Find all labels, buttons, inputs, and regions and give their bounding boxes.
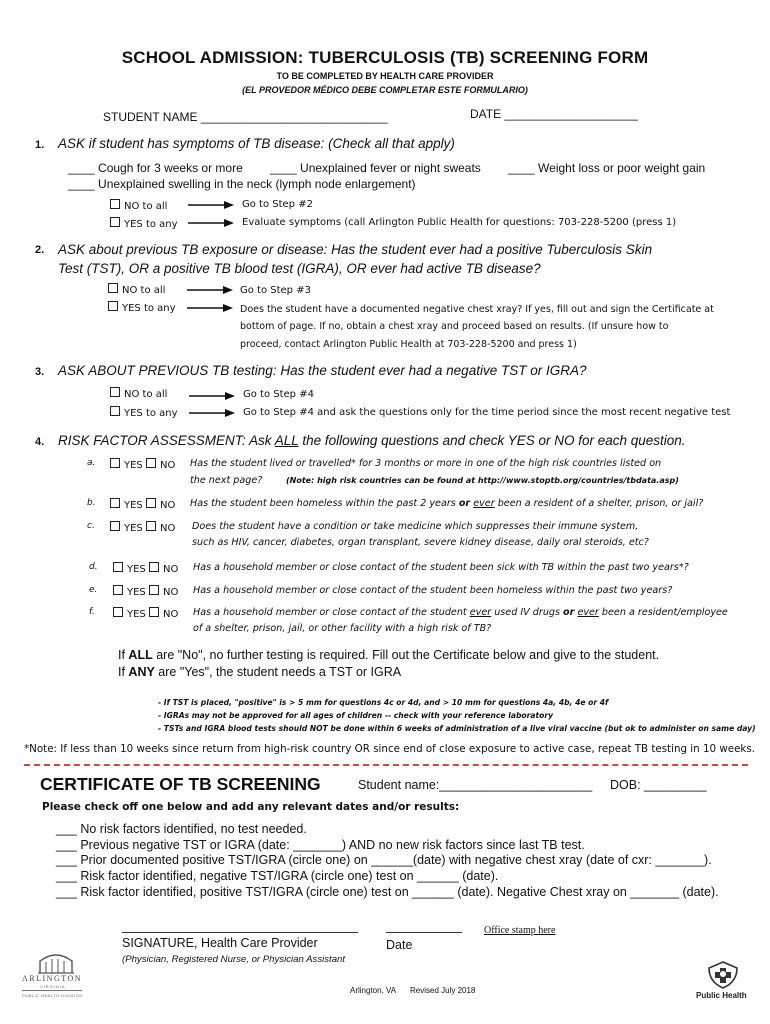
no-label: NO — [159, 460, 176, 471]
q1-no-action: Go to Step #2 — [242, 199, 313, 210]
q4e-letter: e. — [89, 585, 98, 595]
q2-number: 2. — [35, 244, 45, 256]
q1-symptom-cough[interactable]: ____ Cough for 3 weeks or more — [68, 161, 243, 175]
bullet-tst-positive: - If TST is placed, "positive" is > 5 mm for questions 4c or 4d, and > 10 mm for questions 4a, 4b, 4e or 4f — [158, 698, 609, 707]
summary-any-yes — [118, 665, 401, 679]
q4e-no-checkbox[interactable] — [149, 585, 159, 595]
q4b-text-or: or — [458, 498, 471, 509]
public-health-logo-text: Public Health — [696, 991, 747, 1000]
q4f-text-mid: used IV drugs — [491, 607, 564, 618]
arrow-icon — [189, 391, 235, 401]
footer-location: Arlington, VA — [350, 986, 397, 995]
q4c-text-line1: Does the student have a condition or take medicine which suppresses their immune system, — [192, 521, 639, 532]
q2-no-option[interactable] — [108, 283, 165, 296]
yes-label: YES — [127, 564, 146, 575]
q4-text-all: ALL — [274, 433, 299, 448]
yes-label: YES — [124, 500, 143, 511]
office-stamp-label: Office stamp here — [484, 925, 556, 936]
summary-line1-pre: If — [118, 648, 129, 662]
certificate-dob[interactable]: DOB: _________ — [610, 778, 707, 792]
q4b-text-ever: ever — [473, 498, 495, 509]
certificate-title: CERTIFICATE OF TB SCREENING — [40, 774, 321, 794]
q4-text — [58, 433, 686, 448]
certificate-option-no-risk[interactable]: ___ No risk factors identified, no test needed. — [56, 822, 307, 836]
q4-text-post: the following questions and check YES or NO for each question. — [298, 433, 686, 448]
q2-yes-label: YES to any — [122, 303, 176, 314]
q2-yes-action-line2: bottom of page. If no, obtain a chest xray and proceed based on results. (If unsure how to — [240, 321, 669, 332]
q4f-text-ever1: ever — [469, 607, 492, 618]
q3-number: 3. — [35, 366, 45, 378]
q4f-no-checkbox[interactable] — [149, 607, 159, 617]
no-label: NO — [162, 564, 179, 575]
q1-symptom-fever[interactable]: ____ Unexplained fever or night sweats — [270, 161, 481, 175]
certificate-option-previous-negative[interactable]: ___ Previous negative TST or IGRA (date: _______) AND no new risk factors since last TB test. — [56, 838, 585, 852]
q4a-letter: a. — [87, 458, 96, 468]
public-health-logo — [696, 960, 750, 1010]
arrow-icon — [189, 408, 235, 418]
q4f-text-line2: of a shelter, prison, jail, or other facility with a high risk of TB? — [193, 623, 492, 634]
q4f-letter: f. — [89, 607, 95, 617]
q4f-yes-no[interactable] — [113, 607, 178, 620]
signature-line[interactable] — [122, 932, 358, 933]
q4a-yes-checkbox[interactable] — [110, 458, 120, 468]
certificate-instruction: Please check off one below and add any relevant dates and/or results: — [42, 801, 460, 813]
certificate-student-name[interactable]: Student name:______________________ — [358, 778, 593, 792]
q4f-yes-checkbox[interactable] — [113, 607, 123, 617]
q3-yes-action: Go to Step #4 and ask the questions only for the time period since the most recent negative test — [243, 407, 731, 418]
q3-no-label: NO to all — [124, 389, 168, 400]
q4c-text-line2: such as HIV, cancer, diabetes, organ transplant, severe kidney disease, daily oral steroids, etc? — [192, 537, 649, 548]
q4f-text-ever2: ever — [577, 607, 599, 618]
certificate-option-prior-positive[interactable]: ___ Prior documented positive TST/IGRA (circle one) on ______(date) with negative chest xray (date of cxr: _______). — [56, 853, 712, 867]
cut-line-divider — [24, 764, 748, 766]
q1-yes-option[interactable] — [110, 217, 178, 230]
q4c-yes-checkbox[interactable] — [110, 521, 120, 531]
no-label: NO — [159, 500, 176, 511]
q2-no-checkbox[interactable] — [108, 283, 118, 293]
arlington-logo — [22, 953, 92, 1008]
q1-text: ASK if student has symptoms of TB disease: (Check all that apply) — [58, 136, 455, 151]
footer-revised: Revised July 2018 — [410, 986, 476, 995]
no-label: NO — [162, 587, 179, 598]
q4e-yes-no[interactable] — [113, 585, 178, 598]
q2-yes-option[interactable] — [108, 301, 176, 314]
q3-no-action: Go to Step #4 — [243, 389, 314, 400]
q2-yes-action-line3: proceed, contact Arlington Public Health at 703-228-5200 and press 1) — [240, 339, 577, 350]
q4d-no-checkbox[interactable] — [149, 562, 159, 572]
certificate-option-risk-negative[interactable]: ___ Risk factor identified, negative TST/IGRA (circle one) test on ______ (date). — [56, 869, 499, 883]
q4b-text-pre: Has the student been homeless within the past 2 years — [190, 498, 459, 509]
q1-symptom-weight[interactable]: ____ Weight loss or poor weight gain — [508, 161, 706, 175]
yes-label: YES — [124, 523, 143, 534]
arlington-logo-rule — [22, 990, 82, 991]
signature-date-line[interactable] — [386, 932, 462, 933]
summary-line1-post: are "No", no further testing is required. Fill out the Certificate below and give to the student. — [152, 648, 660, 662]
q4e-text: Has a household member or close contact of the student been homeless within the past two years? — [193, 585, 673, 596]
q4-number: 4. — [35, 436, 45, 448]
q4f-text-line1 — [193, 607, 728, 618]
q4b-yes-checkbox[interactable] — [110, 498, 120, 508]
arrow-icon — [188, 218, 234, 228]
q4c-yes-no[interactable] — [110, 521, 175, 534]
signature-date-label: Date — [386, 938, 413, 952]
q1-number: 1. — [35, 139, 45, 151]
q1-symptom-swelling[interactable]: ____ Unexplained swelling in the neck (lymph node enlargement) — [68, 177, 416, 191]
yes-label: YES — [127, 609, 146, 620]
q3-yes-option[interactable] — [110, 406, 178, 419]
q1-yes-checkbox[interactable] — [110, 217, 120, 227]
q4d-yes-checkbox[interactable] — [113, 562, 123, 572]
q3-yes-label: YES to any — [124, 408, 178, 419]
arlington-building-icon — [36, 953, 76, 975]
q4f-text-or: or — [563, 607, 575, 618]
summary-all-no — [118, 648, 659, 662]
q1-yes-label: YES to any — [124, 219, 178, 230]
summary-line2-pre: If — [118, 665, 129, 679]
q4c-letter: c. — [87, 521, 95, 531]
certificate-option-risk-positive[interactable]: ___ Risk factor identified, positive TST/IGRA (circle one) test on ______ (date). Negative Chest xray on _______ (date). — [56, 885, 719, 899]
yes-label: YES — [124, 460, 143, 471]
q2-no-label: NO to all — [122, 285, 166, 296]
q4a-no-checkbox[interactable] — [146, 458, 156, 468]
no-label: NO — [159, 523, 176, 534]
signer-types: (Physician, Registered Nurse, or Physician Assistant — [122, 954, 346, 965]
q2-no-action: Go to Step #3 — [240, 285, 311, 296]
summary-line2-post: are "Yes", the student needs a TST or IGRA — [154, 665, 402, 679]
q3-text: ASK ABOUT PREVIOUS TB testing: Has the student ever had a negative TST or IGRA? — [58, 363, 587, 378]
arlington-logo-dept: PUBLIC HEALTH DIVISION — [22, 993, 83, 998]
q2-text-line2: Test (TST), OR a positive TB blood test (IGRA), OR ever had active TB disease? — [58, 261, 541, 276]
bullet-igra-approval: - IGRAs may not be approved for all ages of children -- check with your reference laboratory — [158, 711, 554, 720]
arrow-icon — [188, 200, 234, 210]
q2-yes-checkbox[interactable] — [108, 301, 118, 311]
summary-line2-any: ANY — [128, 665, 155, 679]
q3-no-option[interactable] — [110, 387, 167, 400]
q4b-text — [190, 498, 703, 509]
public-health-shield-icon — [706, 960, 740, 990]
q4b-yes-no[interactable] — [110, 498, 175, 511]
q4b-letter: b. — [87, 498, 96, 508]
no-label: NO — [162, 609, 179, 620]
subtitle-spanish: (EL PROVEDOR MÉDICO DEBE COMPLETAR ESTE FORMULARIO) — [242, 85, 528, 95]
q4f-text-pre: Has a household member or close contact of the student — [193, 607, 470, 618]
q4d-text: Has a household member or close contact of the student been sick with TB within the past two years*? — [193, 562, 689, 573]
arlington-logo-subtext: VIRGINIA — [40, 984, 66, 989]
q4a-yes-no[interactable] — [110, 458, 175, 471]
summary-line1-all: ALL — [128, 648, 153, 662]
q1-no-option[interactable] — [110, 199, 167, 212]
subtitle: TO BE COMPLETED BY HEALTH CARE PROVIDER — [276, 71, 494, 81]
q4a-text-line1: Has the student lived or travelled* for 3 months or more in one of the high risk countries listed on — [190, 458, 662, 469]
q4a-note: (Note: high risk countries can be found at http://www.stoptb.org/countries/tbdata.asp) — [286, 476, 679, 485]
arrow-icon — [187, 303, 233, 313]
q1-no-checkbox[interactable] — [110, 199, 120, 209]
q2-yes-action-line1: Does the student have a documented negative chest xray? If yes, fill out and sign the Certificate at — [240, 304, 714, 315]
q4-text-pre: RISK FACTOR ASSESSMENT: Ask — [58, 433, 275, 448]
arrow-icon — [187, 285, 233, 295]
retest-note: *Note: If less than 10 weeks since return from high-risk country OR since end of close exposure to active case, repeat TB testing in 10 weeks. — [24, 743, 756, 755]
q2-text-line1: ASK about previous TB exposure or disease: Has the student ever had a positive Tuberculosis Skin — [58, 242, 653, 257]
q4b-no-checkbox[interactable] — [146, 498, 156, 508]
student-name-field[interactable]: STUDENT NAME ____________________________ — [103, 110, 388, 124]
page-title: SCHOOL ADMISSION: TUBERCULOSIS (TB) SCREENING FORM — [121, 48, 649, 67]
yes-label: YES — [127, 587, 146, 598]
arlington-logo-text: ARLINGTON — [22, 974, 83, 983]
q3-yes-checkbox[interactable] — [110, 406, 120, 416]
q4c-no-checkbox[interactable] — [146, 521, 156, 531]
q1-no-label: NO to all — [124, 201, 168, 212]
q1-yes-action: Evaluate symptoms (call Arlington Public Health for questions: 703-228-5200 (press 1) — [242, 217, 677, 228]
signature-label: SIGNATURE, Health Care Provider — [122, 936, 318, 950]
q4f-text-post: been a resident/employee — [598, 607, 728, 618]
date-field[interactable]: DATE ____________________ — [470, 107, 638, 121]
q4a-text-line2: the next page? — [190, 475, 263, 486]
q4d-letter: d. — [89, 562, 98, 572]
q4e-yes-checkbox[interactable] — [113, 585, 123, 595]
bullet-vaccine: - TSTs and IGRA blood tests should NOT be done within 6 weeks of administration of a live viral vaccine (but ok to administer on same day) — [158, 724, 756, 733]
q3-no-checkbox[interactable] — [110, 387, 120, 397]
q4b-text-post: been a resident of a shelter, prison, or jail? — [494, 498, 704, 509]
q4d-yes-no[interactable] — [113, 562, 178, 575]
